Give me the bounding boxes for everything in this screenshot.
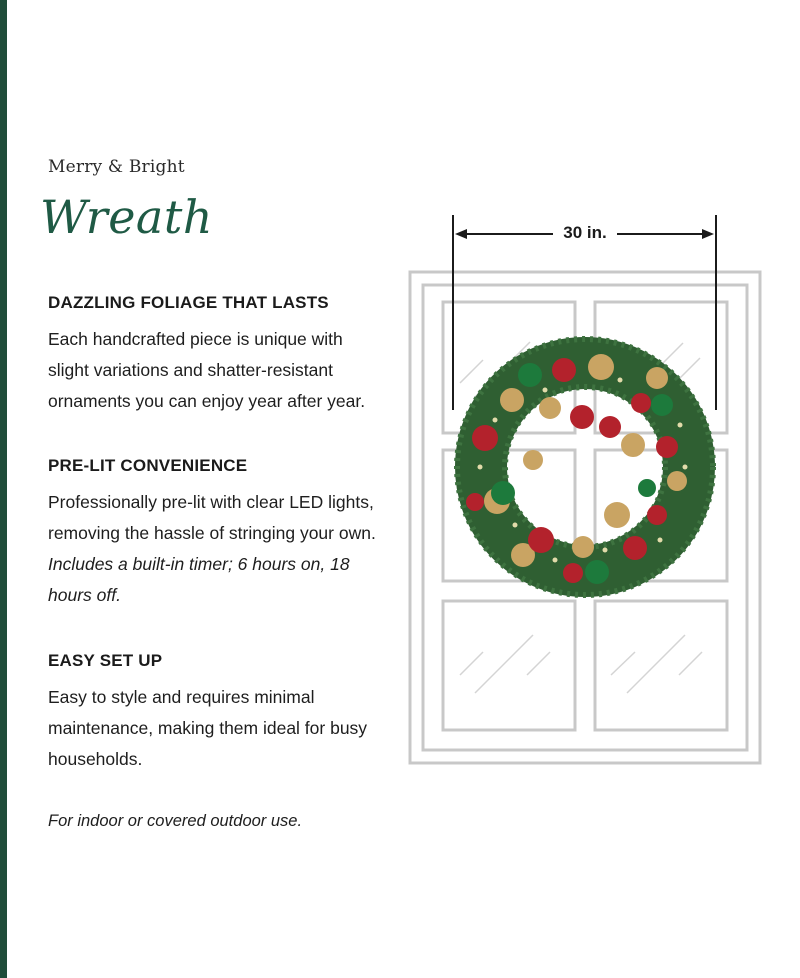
brand-subtitle: Merry & Bright [48,157,185,177]
section-body [48,487,388,611]
usage-note: For indoor or covered outdoor use. [48,812,303,830]
section-heading: PRE-LIT CONVENIENCE [48,456,248,475]
section-foliage [48,293,388,417]
section-heading: EASY SET UP [48,651,163,670]
section-prelit [48,456,388,611]
section-body-text: Professionally pre-lit with clear LED lights, removing the hassle of stringing your own. [48,492,376,543]
section-heading: DAZZLING FOLIAGE THAT LASTS [48,293,329,312]
accent-bar [0,0,7,978]
section-body: Easy to style and requires minimal maintenance, making them ideal for busy households. [48,687,368,769]
section-body: Each handcrafted piece is unique with slight variations and shatter-resistant ornaments you can enjoy year after year. [48,329,366,411]
product-title: Wreath [40,190,213,244]
product-figure [405,205,765,770]
window-icon [405,205,765,770]
dimension-label: 30 in. [555,223,615,243]
timer-note: Includes a built-in timer; 6 hours on, 18 hours off. [48,554,350,605]
wreath-icon [457,339,713,595]
section-setup [48,651,388,775]
